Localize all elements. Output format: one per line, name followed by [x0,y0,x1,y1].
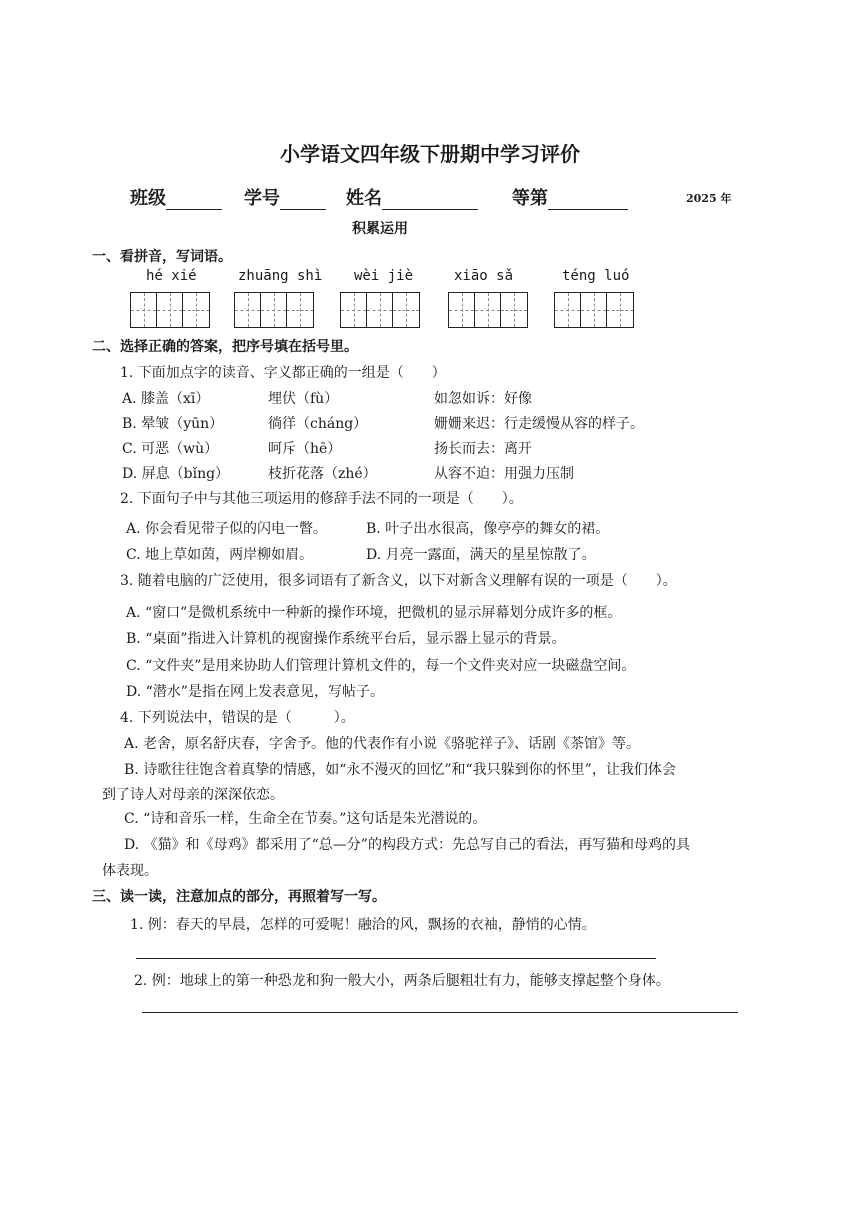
answer-line-2[interactable] [142,1012,738,1013]
q4-opt-a: A. 老舍，原名舒庆春，字舍予。他的代表作有小说《骆驼祥子》、话剧《茶馆》等。 [124,736,641,752]
answer-box-2[interactable] [234,292,314,328]
number-label: 学号 [244,188,280,209]
class-field [130,184,222,210]
q4-opt-d-line1: D. 《猫》和《母鸡》都采用了“总—分”的构段方式：先总写自己的看法，再写猫和母鸡的具 [124,837,690,853]
q1-b-2: 徜徉（cháng） [268,416,368,432]
class-blank[interactable] [166,189,222,210]
page-title: 小学语文四年级下册期中学习评价 [280,142,580,166]
s3-example-2: 2. 例：地球上的第一种恐龙和狗一般大小，两条后腿粗壮有力，能够支撑起整个身体。 [134,973,670,989]
q1-c-1: C. 可恶（wù） [122,441,219,457]
q1-stem: 1. 下面加点字的读音、字义都正确的一组是（ ） [120,365,446,381]
q1-a-2: 埋伏（fù） [268,391,339,407]
q1-a-3: 如忽如诉：好像 [434,391,532,407]
q1-a-1: A. 膝盖（xī） [122,391,210,407]
q1-b-3: 姗姗来迟：行走缓慢从容的样子。 [434,416,644,432]
q4-stem: 4. 下列说法中，错误的是（ ）。 [120,710,355,726]
year-label: 2025 年 [686,192,732,205]
q4-opt-b-line1: B. 诗歌往往饱含着真挚的情感，如“永不漫灭的回忆”和“我只躲到你的怀里”，让我们体会 [124,762,676,778]
pinyin-5: téng luó [562,268,630,284]
class-label: 班级 [130,188,166,209]
name-blank[interactable] [382,189,478,210]
number-field [244,184,326,210]
q3-opt-c: C. “文件夹”是用来协助人们管理计算机文件的，每一个文件夹对应一块磁盘空间。 [126,658,636,674]
q1-c-3: 扬长而去：离开 [434,441,532,457]
pinyin-3: wèi jiè [354,268,414,284]
answer-line-1[interactable] [136,958,656,959]
pinyin-1: hé xié [146,268,197,284]
q1-b-1: B. 晕皱（yūn） [122,416,224,432]
q2-opt-a: A. 你会看见带子似的闪电一瞥。 [126,521,328,537]
section-1-heading: 一、看拼音，写词语。 [92,249,232,265]
q2-opt-b: B. 叶子出水很高，像亭亭的舞女的裙。 [366,521,610,537]
q1-c-2: 呵斥（hē） [268,441,342,457]
answer-box-5[interactable] [554,292,634,328]
q1-d-1: D. 屏息（bǐng） [122,466,230,482]
section-3-heading: 三、读一读，注意加点的部分，再照着写一写。 [92,889,386,905]
grade-blank[interactable] [548,189,628,210]
q4-opt-c: C. “诗和音乐一样，生命全在节奏。”这句话是朱光潜说的。 [124,811,487,827]
s3-example-1: 1. 例：春天的早晨，怎样的可爱呢！融洽的风，飘扬的衣袖，静悄的心情。 [130,917,596,933]
name-label: 姓名 [346,188,382,209]
answer-box-3[interactable] [340,292,420,328]
grade-label: 等第 [512,188,548,209]
q1-d-3: 从容不迫：用强力压制 [434,466,574,482]
q2-opt-d: D. 月亮一露面，满天的星星惊散了。 [366,547,596,563]
pinyin-4: xiāo sǎ [454,268,514,284]
pinyin-2: zhuāng shì [238,268,323,284]
section-2-heading: 二、选择正确的答案，把序号填在括号里。 [92,339,358,355]
q3-stem: 3. 随着电脑的广泛使用，很多词语有了新含义，以下对新含义理解有误的一项是（ ）。 [120,573,677,589]
q3-opt-d: D. “潜水”是指在网上发表意见，写帖子。 [126,684,384,700]
q3-opt-a: A. “窗口”是微机系统中一种新的操作环境，把微机的显示屏幕划分成许多的框。 [126,605,622,621]
name-field [346,184,478,210]
q4-opt-b-line2: 到了诗人对母亲的深深依恋。 [102,787,284,803]
number-blank[interactable] [280,189,326,210]
q4-opt-d-line2: 体表现。 [102,863,158,879]
q2-opt-c: C. 地上草如茵，两岸柳如眉。 [126,547,314,563]
q3-opt-b: B. “桌面”指进入计算机的视窗操作系统平台后，显示器上显示的背景。 [126,631,566,647]
section-subtitle: 积累运用 [352,221,408,237]
grade-field [512,184,628,210]
q2-stem: 2. 下面句子中与其他三项运用的修辞手法不同的一项是（ ）。 [120,491,523,507]
answer-box-4[interactable] [448,292,528,328]
q1-d-2: 枝折花落（zhé） [268,466,377,482]
answer-box-1[interactable] [130,292,210,328]
